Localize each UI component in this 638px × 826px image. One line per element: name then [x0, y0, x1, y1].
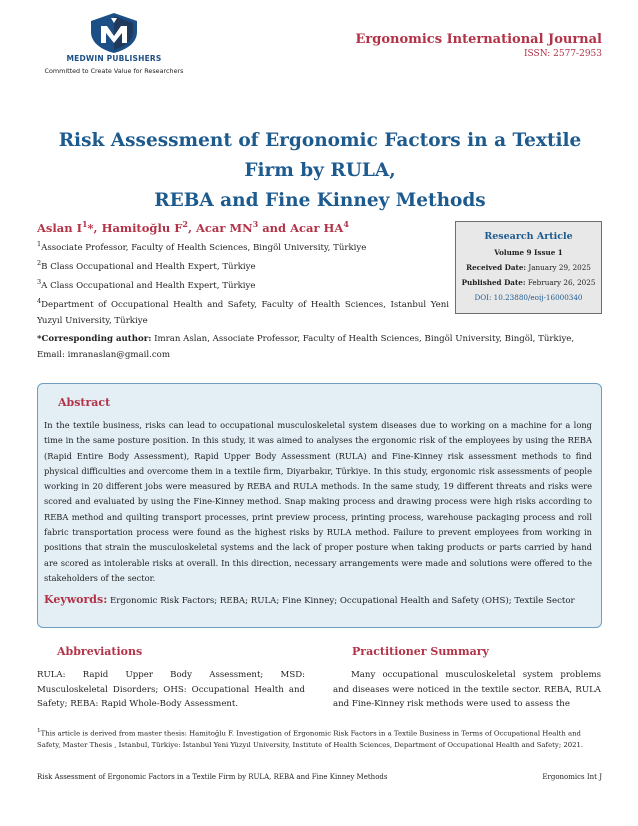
author-sup: 1 — [81, 219, 88, 229]
affiliation-text: A Class Occupational and Health Expert, Türkiye — [41, 281, 256, 292]
publisher-tagline: Committed to Create Value for Researchers — [44, 67, 184, 75]
corresponding-text: Imran Aslan, Associate Professor, Faculty of Health Sciences, Bingöl University, Bingöl, Türkiye, Email: imranaslan@gmail.com — [37, 334, 575, 360]
affiliations — [37, 237, 449, 329]
journal-name[interactable]: Ergonomics International Journal — [355, 32, 602, 47]
footnote-text: This article is derived from master thesis: Hamitoğlu F. Investigation of Ergonomic Risk Factors in a Textile Business in Terms of Occupational Health and Safety, Master Thesis , Istanbul, Türkiye: İstanbul Yeni Yüzyıl University, Institute of Health Sciences, Department of Occupational Health and Safety; 2021. — [37, 729, 584, 749]
doi-link[interactable]: DOI: 10.23880/eoij-16000340 — [474, 293, 583, 302]
practitioner-summary-text: Many occupational musculoskeletal system problems and diseases were noticed in the textile sector. REBA, RULA and Fine-Kinney risk methods were used to assess the — [333, 670, 601, 709]
author-mark: *, — [87, 220, 102, 235]
affiliation-item — [37, 275, 449, 294]
title-line-1: Risk Assessment of Ergonomic Factors in a Textile Firm by RULA, — [58, 130, 582, 181]
affiliation-text: B Class Occupational and Health Expert, Türkiye — [41, 262, 256, 273]
received-date — [460, 263, 597, 272]
abbreviations-text: RULA: Rapid Upper Body Assessment; MSD: Musculoskeletal Disorders; OHS: Occupational Health and Safety; REBA: Rapid Whole-Body Assessment. — [37, 670, 305, 709]
author-name: Hamitoğlu F — [101, 220, 183, 235]
abstract-heading: Abstract — [58, 396, 111, 409]
article-title — [40, 126, 600, 216]
journal-issn: ISSN: 2577-2953 — [523, 49, 602, 59]
received-value: January 29, 2025 — [528, 263, 591, 272]
title-line-2: REBA and Fine Kinney Methods — [154, 190, 486, 211]
footnote — [37, 726, 602, 751]
article-info-box — [455, 221, 602, 314]
keywords-label: Keywords: — [44, 593, 108, 607]
published-label: Published Date: — [461, 278, 526, 287]
published-value: February 26, 2025 — [527, 278, 596, 287]
publisher-shield-icon — [85, 12, 143, 54]
publisher-logo — [34, 12, 194, 82]
abbreviations-heading: Abbreviations — [57, 645, 143, 658]
corresponding-label: *Corresponding author: — [37, 334, 152, 344]
affiliation-sup: 2 — [37, 259, 42, 268]
received-label: Received Date: — [466, 263, 527, 272]
affiliation-item — [37, 237, 449, 256]
affiliation-sup: 3 — [37, 278, 42, 287]
author-separator: and — [258, 220, 291, 235]
corresponding-author — [37, 331, 602, 363]
affiliation-item — [37, 294, 449, 328]
affiliation-text: Department of Occupational Health and Safety, Faculty of Health Sciences, Istanbul Yeni Yuzyıl University, Türkiye — [37, 300, 449, 326]
author-separator: , — [187, 220, 196, 235]
author-list — [37, 219, 349, 235]
affiliation-text: Associate Professor, Faculty of Health Sciences, Bingöl University, Türkiye — [41, 242, 367, 253]
published-date — [460, 278, 597, 287]
publisher-name: MEDWIN PUBLISHERS — [66, 54, 162, 63]
footer-journal: Ergonomics Int J — [542, 773, 602, 781]
journal-header — [355, 32, 602, 59]
practitioner-summary-heading: Practitioner Summary — [352, 645, 489, 658]
article-volume — [460, 248, 597, 257]
author-sup: 4 — [343, 219, 349, 229]
author-sup: 3 — [252, 219, 259, 229]
footnote-sup: 1 — [37, 728, 41, 734]
author-sup: 2 — [182, 219, 188, 229]
author-name: Aslan I — [37, 220, 82, 235]
keywords-text: Ergonomic Risk Factors; REBA; RULA; Fine Kinney; Occupational Health and Safety (OHS); Textile Sector — [110, 596, 575, 607]
article-type: Research Article — [484, 231, 573, 242]
keywords — [44, 593, 592, 606]
page-footer — [37, 773, 602, 781]
author-name: Acar MN — [195, 220, 253, 235]
volume-text: Volume 9 Issue 1 — [494, 248, 563, 257]
abstract-body: In the textile business, risks can lead to occupational musculoskeletal system diseases due to working on a machine for a long time in the same posture position. In this study, it was aimed to analyses the ergonomic risk of the employees by using the REBA (Rapid Entire Body Assessment), Rapid Upper Body Assessment (RULA) and Fine-Kinney risk assessment methods to find physical difficulties and overcome them in a textile firm, Diyarbakır, Türkiye. In this study, ergonomic risk assessments of people working in 20 different jobs were measured by REBA and RULA methods. In the same study, 19 different threats and risks were scored and evaluated by using the Fine-Kinney method. Snap making process and drawing process were high risks according to REBA method and quilting transport processes, print preview process, printing process, warehouse packaging process and roll fabric transportation process were found as the highest risks by RULA method. Failure to prevent employees from working in positions that strain the musculoskeletal systems and the lack of proper posture when taking products or parts carried by hand are scored as intolerable risks at overall. In this direction, necessary arrangements were made and solutions were offered to the stakeholders of the sector. — [44, 420, 592, 583]
affiliation-sup: 4 — [37, 297, 42, 306]
affiliation-sup: 1 — [37, 240, 42, 248]
affiliation-item — [37, 256, 449, 275]
abstract-box — [37, 383, 602, 628]
footer-article-title: Risk Assessment of Ergonomic Factors in a Textile Firm by RULA, REBA and Fine Kinney Methods — [37, 773, 388, 781]
author-name: Acar HA — [290, 220, 344, 235]
